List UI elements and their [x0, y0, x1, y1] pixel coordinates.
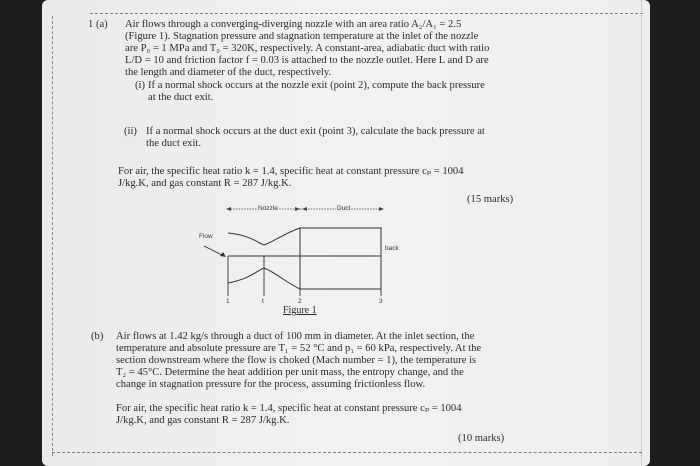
q1b-line-2: temperature and absolute pressure are T₁ = 52 °C and p₁ = 60 kPa, respectively. At the	[116, 343, 482, 354]
part-ii-line-1: If a normal shock occurs at the duct exit (point 3), calculate the back pressure at	[146, 126, 485, 137]
point-2-label: 2	[298, 298, 302, 305]
point-1-label: 1	[226, 298, 230, 305]
q1b-line-1: Air flows at 1.42 kg/s through a duct of 100 mm in diameter. At the inlet section, the	[116, 331, 475, 342]
part-ii-line-2: the duct exit.	[146, 138, 202, 149]
q1b-line-5: change in stagnation pressure for the process, assuming frictionless flow.	[116, 379, 426, 390]
air-props-line-2: J/kg.K, and gas constant R = 287 J/kg.K.	[118, 178, 292, 189]
nozzle-label: Nozzle	[258, 205, 278, 212]
part-i-line-2: at the duct exit.	[148, 92, 214, 103]
q1a-line-3: are P₀ = 1 MPa and T₀ = 320K, respectively. A constant-area, adiabatic duct with ratio	[125, 43, 490, 54]
part-i-line-1: If a normal shock occurs at the nozzle exit (point 2), compute the back pressure	[148, 80, 485, 91]
back-label: back	[385, 245, 399, 252]
part-ii-label: (ii)	[124, 126, 137, 137]
q1a-line-2: (Figure 1). Stagnation pressure and stagnation temperature at the inlet of the nozzle	[125, 31, 479, 42]
q1b-air-line-2: J/kg.K, and gas constant R = 287 J/kg.K.	[116, 415, 290, 426]
q1a-line-4: L/D = 10 and friction factor f = 0.03 is attached to the nozzle outlet. Here L and D are	[125, 55, 489, 66]
q1b-label: (b)	[91, 331, 104, 342]
figure-caption: Figure 1	[283, 305, 317, 316]
duct-label: Duct	[337, 205, 351, 212]
marks-10: (10 marks)	[458, 433, 505, 444]
point-3-label: 3	[379, 298, 383, 305]
q1b-line-3: section downstream where the flow is choked (Mach number = 1), the temperature is	[116, 355, 477, 366]
q1a-line-5: the length and diameter of the duct, respectively.	[125, 67, 332, 78]
flow-label: Flow	[199, 233, 213, 240]
q1a-line-1: Air flows through a converging-diverging nozzle with an area ratio A₂/A₁ = 2.5	[125, 19, 462, 30]
q1b-line-4: T₂ = 45°C. Determine the heat addition per unit mass, the entropy change, and the	[116, 367, 464, 378]
q1b-air-line-1: For air, the specific heat ratio k = 1.4, specific heat at constant pressure cₚ = 1004	[116, 403, 462, 414]
question-number: 1 (a)	[88, 19, 108, 30]
air-props-line-1: For air, the specific heat ratio k = 1.4, specific heat at constant pressure cₚ = 1004	[118, 166, 464, 177]
marks-15: (15 marks)	[467, 194, 514, 205]
part-i-label: (i)	[135, 80, 145, 91]
point-t-label: t	[262, 298, 264, 305]
